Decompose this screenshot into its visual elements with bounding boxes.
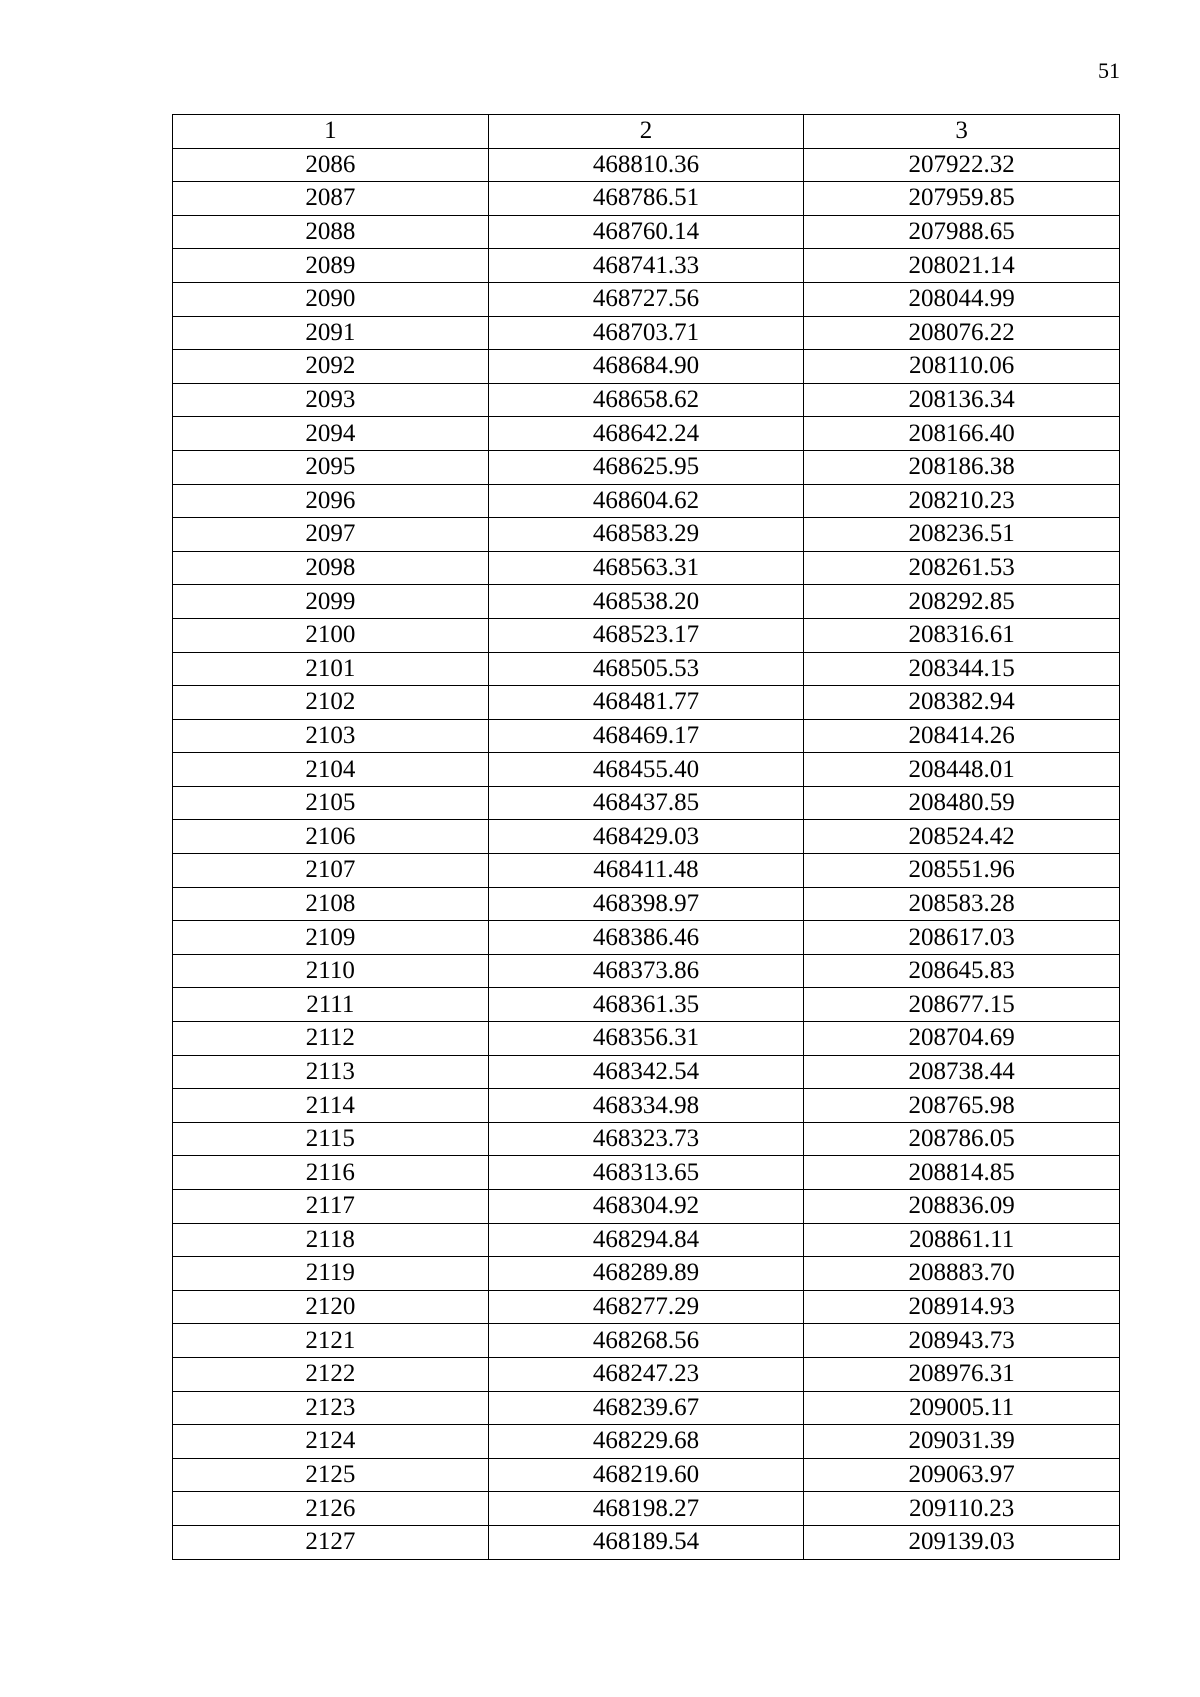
point-number-cell: 2122 bbox=[173, 1357, 489, 1391]
table-row bbox=[173, 518, 1120, 552]
table-row bbox=[173, 1425, 1120, 1459]
point-number-cell: 2112 bbox=[173, 1022, 489, 1056]
x-coordinate-cell: 468604.62 bbox=[488, 484, 804, 518]
x-coordinate-cell: 468247.23 bbox=[488, 1357, 804, 1391]
y-coordinate-cell: 208861.11 bbox=[804, 1223, 1120, 1257]
point-number-cell: 2121 bbox=[173, 1324, 489, 1358]
column-header-2: 2 bbox=[488, 115, 804, 149]
table-row bbox=[173, 1391, 1120, 1425]
y-coordinate-cell: 208943.73 bbox=[804, 1324, 1120, 1358]
point-number-cell: 2105 bbox=[173, 786, 489, 820]
y-coordinate-cell: 208186.38 bbox=[804, 450, 1120, 484]
y-coordinate-cell: 208677.15 bbox=[804, 988, 1120, 1022]
y-coordinate-cell: 209005.11 bbox=[804, 1391, 1120, 1425]
table-row bbox=[173, 417, 1120, 451]
x-coordinate-cell: 468411.48 bbox=[488, 854, 804, 888]
point-number-cell: 2114 bbox=[173, 1089, 489, 1123]
x-coordinate-cell: 468277.29 bbox=[488, 1290, 804, 1324]
page-number: 51 bbox=[1098, 58, 1120, 83]
table-row bbox=[173, 249, 1120, 283]
table-row bbox=[173, 1156, 1120, 1190]
x-coordinate-cell: 468760.14 bbox=[488, 215, 804, 249]
x-coordinate-cell: 468469.17 bbox=[488, 719, 804, 753]
table-row bbox=[173, 1190, 1120, 1224]
x-coordinate-cell: 468229.68 bbox=[488, 1425, 804, 1459]
point-number-cell: 2097 bbox=[173, 518, 489, 552]
x-coordinate-cell: 468658.62 bbox=[488, 383, 804, 417]
x-coordinate-cell: 468437.85 bbox=[488, 786, 804, 820]
x-coordinate-cell: 468189.54 bbox=[488, 1525, 804, 1559]
x-coordinate-cell: 468239.67 bbox=[488, 1391, 804, 1425]
table-row bbox=[173, 1492, 1120, 1526]
point-number-cell: 2124 bbox=[173, 1425, 489, 1459]
x-coordinate-cell: 468198.27 bbox=[488, 1492, 804, 1526]
table-body bbox=[173, 148, 1120, 1559]
x-coordinate-cell: 468727.56 bbox=[488, 282, 804, 316]
y-coordinate-cell: 208524.42 bbox=[804, 820, 1120, 854]
table-row bbox=[173, 1525, 1120, 1559]
table-row bbox=[173, 887, 1120, 921]
point-number-cell: 2119 bbox=[173, 1257, 489, 1291]
y-coordinate-cell: 208236.51 bbox=[804, 518, 1120, 552]
table-row bbox=[173, 215, 1120, 249]
table-row bbox=[173, 585, 1120, 619]
x-coordinate-cell: 468523.17 bbox=[488, 618, 804, 652]
x-coordinate-cell: 468703.71 bbox=[488, 316, 804, 350]
y-coordinate-cell: 208414.26 bbox=[804, 719, 1120, 753]
point-number-cell: 2090 bbox=[173, 282, 489, 316]
point-number-cell: 2088 bbox=[173, 215, 489, 249]
y-coordinate-cell: 208316.61 bbox=[804, 618, 1120, 652]
x-coordinate-cell: 468398.97 bbox=[488, 887, 804, 921]
y-coordinate-cell: 209110.23 bbox=[804, 1492, 1120, 1526]
table-row bbox=[173, 1324, 1120, 1358]
table-row bbox=[173, 820, 1120, 854]
y-coordinate-cell: 208210.23 bbox=[804, 484, 1120, 518]
y-coordinate-cell: 209031.39 bbox=[804, 1425, 1120, 1459]
table-row bbox=[173, 182, 1120, 216]
point-number-cell: 2091 bbox=[173, 316, 489, 350]
y-coordinate-cell: 208136.34 bbox=[804, 383, 1120, 417]
x-coordinate-cell: 468386.46 bbox=[488, 921, 804, 955]
table-row bbox=[173, 1122, 1120, 1156]
y-coordinate-cell: 208583.28 bbox=[804, 887, 1120, 921]
x-coordinate-cell: 468625.95 bbox=[488, 450, 804, 484]
x-coordinate-cell: 468342.54 bbox=[488, 1055, 804, 1089]
point-number-cell: 2101 bbox=[173, 652, 489, 686]
table-row bbox=[173, 350, 1120, 384]
y-coordinate-cell: 208883.70 bbox=[804, 1257, 1120, 1291]
table-row bbox=[173, 1357, 1120, 1391]
x-coordinate-cell: 468219.60 bbox=[488, 1458, 804, 1492]
x-coordinate-cell: 468455.40 bbox=[488, 753, 804, 787]
point-number-cell: 2118 bbox=[173, 1223, 489, 1257]
column-header-3: 3 bbox=[804, 115, 1120, 149]
point-number-cell: 2102 bbox=[173, 686, 489, 720]
table-row bbox=[173, 551, 1120, 585]
table-row bbox=[173, 1257, 1120, 1291]
point-number-cell: 2107 bbox=[173, 854, 489, 888]
y-coordinate-cell: 208166.40 bbox=[804, 417, 1120, 451]
y-coordinate-cell: 208704.69 bbox=[804, 1022, 1120, 1056]
coordinates-table bbox=[172, 114, 1120, 1560]
table-row bbox=[173, 988, 1120, 1022]
x-coordinate-cell: 468334.98 bbox=[488, 1089, 804, 1123]
y-coordinate-cell: 208480.59 bbox=[804, 786, 1120, 820]
y-coordinate-cell: 208021.14 bbox=[804, 249, 1120, 283]
table-row bbox=[173, 1223, 1120, 1257]
point-number-cell: 2108 bbox=[173, 887, 489, 921]
table-row bbox=[173, 954, 1120, 988]
point-number-cell: 2092 bbox=[173, 350, 489, 384]
table-row bbox=[173, 753, 1120, 787]
table-row bbox=[173, 921, 1120, 955]
point-number-cell: 2109 bbox=[173, 921, 489, 955]
table-row bbox=[173, 1089, 1120, 1123]
table-row bbox=[173, 854, 1120, 888]
x-coordinate-cell: 468505.53 bbox=[488, 652, 804, 686]
table-row bbox=[173, 450, 1120, 484]
y-coordinate-cell: 208448.01 bbox=[804, 753, 1120, 787]
point-number-cell: 2094 bbox=[173, 417, 489, 451]
point-number-cell: 2123 bbox=[173, 1391, 489, 1425]
x-coordinate-cell: 468429.03 bbox=[488, 820, 804, 854]
table-header bbox=[173, 115, 1120, 149]
x-coordinate-cell: 468563.31 bbox=[488, 551, 804, 585]
point-number-cell: 2127 bbox=[173, 1525, 489, 1559]
x-coordinate-cell: 468684.90 bbox=[488, 350, 804, 384]
table-row bbox=[173, 686, 1120, 720]
y-coordinate-cell: 208976.31 bbox=[804, 1357, 1120, 1391]
x-coordinate-cell: 468583.29 bbox=[488, 518, 804, 552]
x-coordinate-cell: 468294.84 bbox=[488, 1223, 804, 1257]
point-number-cell: 2086 bbox=[173, 148, 489, 182]
point-number-cell: 2111 bbox=[173, 988, 489, 1022]
y-coordinate-cell: 208836.09 bbox=[804, 1190, 1120, 1224]
y-coordinate-cell: 208076.22 bbox=[804, 316, 1120, 350]
x-coordinate-cell: 468313.65 bbox=[488, 1156, 804, 1190]
y-coordinate-cell: 207922.32 bbox=[804, 148, 1120, 182]
table-row bbox=[173, 618, 1120, 652]
point-number-cell: 2104 bbox=[173, 753, 489, 787]
table-row bbox=[173, 383, 1120, 417]
y-coordinate-cell: 207988.65 bbox=[804, 215, 1120, 249]
table-row bbox=[173, 786, 1120, 820]
y-coordinate-cell: 208738.44 bbox=[804, 1055, 1120, 1089]
y-coordinate-cell: 208914.93 bbox=[804, 1290, 1120, 1324]
table-row bbox=[173, 316, 1120, 350]
y-coordinate-cell: 208814.85 bbox=[804, 1156, 1120, 1190]
point-number-cell: 2106 bbox=[173, 820, 489, 854]
header-row bbox=[173, 115, 1120, 149]
point-number-cell: 2120 bbox=[173, 1290, 489, 1324]
x-coordinate-cell: 468361.35 bbox=[488, 988, 804, 1022]
y-coordinate-cell: 208261.53 bbox=[804, 551, 1120, 585]
y-coordinate-cell: 208382.94 bbox=[804, 686, 1120, 720]
y-coordinate-cell: 207959.85 bbox=[804, 182, 1120, 216]
column-header-1: 1 bbox=[173, 115, 489, 149]
table-row bbox=[173, 1458, 1120, 1492]
point-number-cell: 2125 bbox=[173, 1458, 489, 1492]
y-coordinate-cell: 208044.99 bbox=[804, 282, 1120, 316]
table-row bbox=[173, 1290, 1120, 1324]
point-number-cell: 2103 bbox=[173, 719, 489, 753]
y-coordinate-cell: 208551.96 bbox=[804, 854, 1120, 888]
x-coordinate-cell: 468373.86 bbox=[488, 954, 804, 988]
y-coordinate-cell: 208292.85 bbox=[804, 585, 1120, 619]
x-coordinate-cell: 468268.56 bbox=[488, 1324, 804, 1358]
table-row bbox=[173, 652, 1120, 686]
y-coordinate-cell: 208765.98 bbox=[804, 1089, 1120, 1123]
point-number-cell: 2098 bbox=[173, 551, 489, 585]
x-coordinate-cell: 468810.36 bbox=[488, 148, 804, 182]
y-coordinate-cell: 208344.15 bbox=[804, 652, 1120, 686]
point-number-cell: 2095 bbox=[173, 450, 489, 484]
point-number-cell: 2115 bbox=[173, 1122, 489, 1156]
point-number-cell: 2099 bbox=[173, 585, 489, 619]
x-coordinate-cell: 468356.31 bbox=[488, 1022, 804, 1056]
point-number-cell: 2117 bbox=[173, 1190, 489, 1224]
x-coordinate-cell: 468786.51 bbox=[488, 182, 804, 216]
table-row bbox=[173, 1022, 1120, 1056]
x-coordinate-cell: 468538.20 bbox=[488, 585, 804, 619]
table-row bbox=[173, 282, 1120, 316]
table-row bbox=[173, 719, 1120, 753]
x-coordinate-cell: 468304.92 bbox=[488, 1190, 804, 1224]
x-coordinate-cell: 468741.33 bbox=[488, 249, 804, 283]
point-number-cell: 2096 bbox=[173, 484, 489, 518]
y-coordinate-cell: 209139.03 bbox=[804, 1525, 1120, 1559]
y-coordinate-cell: 208110.06 bbox=[804, 350, 1120, 384]
point-number-cell: 2116 bbox=[173, 1156, 489, 1190]
table-row bbox=[173, 1055, 1120, 1089]
point-number-cell: 2113 bbox=[173, 1055, 489, 1089]
x-coordinate-cell: 468481.77 bbox=[488, 686, 804, 720]
point-number-cell: 2100 bbox=[173, 618, 489, 652]
y-coordinate-cell: 208645.83 bbox=[804, 954, 1120, 988]
x-coordinate-cell: 468289.89 bbox=[488, 1257, 804, 1291]
point-number-cell: 2110 bbox=[173, 954, 489, 988]
x-coordinate-cell: 468642.24 bbox=[488, 417, 804, 451]
table-row bbox=[173, 148, 1120, 182]
y-coordinate-cell: 208617.03 bbox=[804, 921, 1120, 955]
point-number-cell: 2087 bbox=[173, 182, 489, 216]
x-coordinate-cell: 468323.73 bbox=[488, 1122, 804, 1156]
point-number-cell: 2126 bbox=[173, 1492, 489, 1526]
y-coordinate-cell: 209063.97 bbox=[804, 1458, 1120, 1492]
point-number-cell: 2089 bbox=[173, 249, 489, 283]
point-number-cell: 2093 bbox=[173, 383, 489, 417]
y-coordinate-cell: 208786.05 bbox=[804, 1122, 1120, 1156]
table-row bbox=[173, 484, 1120, 518]
